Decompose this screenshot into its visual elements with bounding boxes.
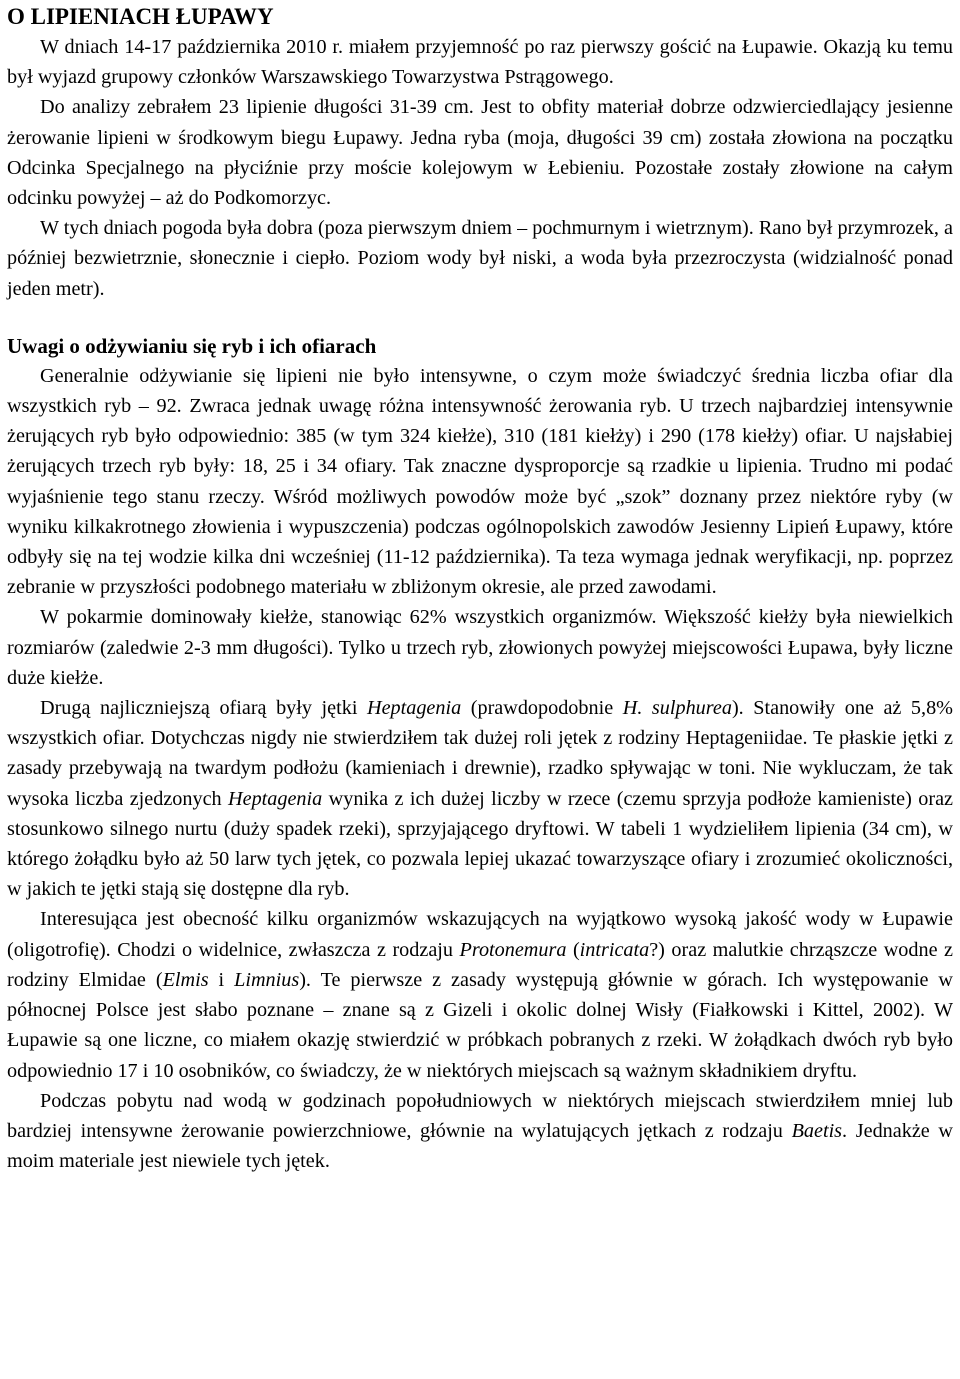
intro-paragraph-2: Do analizy zebrałem 23 lipienie długości 31-39 cm. Jest to obfity materiał dobrze odzwierciedlający jesienne żerowanie lipieni w środkowym biegu Łupawy. Jedna ryba (moja, długości 39 cm) została złowiona na początku Odcinka Specjalnego na płyciźnie przy moście kolejowym w Łebieniu. Pozostałe zostały złowione na całym odcinku powyżej – aż do Podkomorzyc.: [7, 96, 953, 210]
text-run: wynika z ich dużej liczby w rzece (czemu sprzyja podłoże kamieniste) oraz stosunkowo silnego nurtu (duży spadek rzeki), sprzyjającego dryftowi. W tabeli 1 wydzieliłem lipienia (34 cm), w którego żołądku było aż 50 larw tych jętek, co pozwala lepiej ukazać towarzyszące ofiary i zrozumieć okoliczności, w jakich te jętki stają się dostępne dla ryb.: [7, 787, 953, 901]
taxon-name: H. sulphurea: [622, 697, 732, 720]
taxon-name: Protonemura: [459, 938, 567, 961]
taxon-name: Elmis: [162, 968, 209, 991]
paragraph-oligotrophy: [7, 904, 953, 1085]
paragraph-amphipods: W pokarmie dominowały kiełże, stanowiąc 62% wszystkich organizmów. Większość kiełży była niewielkich rozmiarów (zaledwie 2-3 mm długości). Tylko u trzech ryb, złowionych powyżej miejscowości Łupawa, były liczne duże kiełże.: [7, 606, 953, 689]
text-run: (prawdopodobnie: [461, 697, 623, 720]
taxon-name: Heptagenia: [228, 787, 323, 810]
intro-paragraph-1: W dniach 14-17 października 2010 r. miałem przyjemność po raz pierwszy gościć na Łupawie. Okazją ku temu był wyjazd grupowy członków Warszawskiego Towarzystwa Pstrągowego.: [7, 36, 953, 89]
text-run: ). Stanowiły one aż 5,8% wszystkich ofiar. Dotychczas nigdy nie stwierdziłem tak dużej roli jętek z rodziny Heptageniidae. Te płaskie jętki z zasady przebywają na twardym podłożu (kamieniach i drewnie), rzadko spływając w toni. Nie wykluczam, że tak wysoka liczba zjedzonych: [7, 697, 953, 810]
intro-paragraph-3: W tych dniach pogoda była dobra (poza pierwszym dniem – pochmurnym i wietrznym). Rano był przymrozek, a później bezwietrznie, słonecznie i ciepło. Poziom wody był niski, a woda była przezroczysta (widzialność ponad jeden metr).: [7, 217, 953, 300]
text-run: Podczas pobytu nad wodą w godzinach popołudniowych w niektórych miejscach stwierdziłem mniej lub bardziej intensywne żerowanie powierzchniowe, głównie na wylatujących jętkach z rodzaju: [7, 1089, 953, 1142]
text-run: i: [208, 968, 235, 991]
text-run: ). Te pierwsze z zasady występują głównie w górach. Ich występowanie w północnej Polsce jest słabo poznane – znane są z Gizeli i okolic dolnej Wisły (Fiałkowski i Kittel, 2002). W Łupawie są one liczne, co miałem okazję stwierdzić w próbkach pobranych z rzeki. W żołądkach dwóch ryb było odpowiednio 17 i 10 osobników, co świadczy, że w niektórych miejscach są ważnym składnikiem dryftu.: [7, 968, 954, 1082]
paragraph-feeding-intensity: Generalnie odżywianie się lipieni nie było intensywne, o czym może świadczyć średnia liczba ofiar dla wszystkich ryb – 92. Zwraca jednak uwagę różna intensywność żerowania ryb. U trzech najbardziej intensywnie żerujących ryb było odpowiednio: 385 (w tym 324 kiełże), 310 (181 kiełży) i 290 (178 kiełży) ofiar. U najsłabiej żerujących trzech ryb były: 18, 25 i 34 ofiary. Tak znaczne dysproporcje są rzadkie u lipienia. Trudno mi podać wyjaśnienie tego stanu rzeczy. Wśród możliwych powodów może być „szok” doznany przez niektóre ryby (w wyniku kilkakrotnego złowienia i wypuszczenia) podczas ogólnopolskich zawodów Jesienny Lipień Łupawy, które odbyły się na tej wodzie kilka dni wcześniej (11-12 października). Ta teza wymaga jednak weryfikacji, np. poprzez zebranie w przyszłości podobnego materiału w zbliżonym okresie, ale przed zawodami.: [7, 364, 953, 599]
text-run: . Jednakże w moim materiale jest niewiele tych jętek.: [7, 1119, 953, 1173]
article-title: O LIPIENIACH ŁUPAWY: [7, 4, 274, 29]
taxon-name: Limnius: [234, 968, 300, 991]
paragraph-surface-feeding: [7, 1086, 953, 1177]
taxon-name: Baetis: [791, 1119, 843, 1142]
text-run: Drugą najliczniejszą ofiarą były jętki: [40, 697, 367, 720]
paragraph-heptagenia: [7, 693, 953, 904]
taxon-name: intricata: [579, 938, 650, 961]
section-gap: [7, 304, 953, 331]
section-heading: Uwagi o odżywianiu się ryb i ich ofiarach: [7, 333, 377, 358]
text-run: (: [566, 938, 580, 961]
taxon-name: Heptagenia: [367, 697, 462, 720]
text-run: Interesująca jest obecność kilku organizmów wskazujących na wyjątkowo wysoką jakość wody w Łupawie (oligotrofię). Chodzi o widelnice, zwłaszcza z rodzaju: [7, 908, 953, 961]
text-run: ?) oraz malutkie chrząszcze wodne z rodziny Elmidae (: [7, 938, 953, 991]
